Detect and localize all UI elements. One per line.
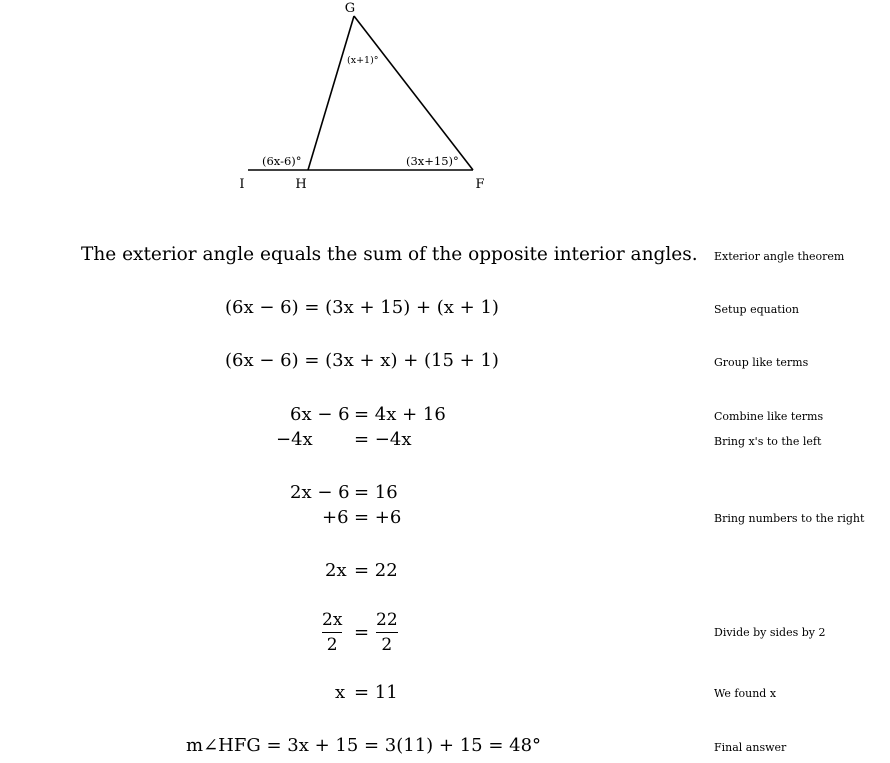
note-group: Group like terms [714, 356, 809, 369]
fraction-right [376, 612, 398, 654]
note-final: Final answer [714, 741, 787, 754]
note-exterior-angle: Exterior angle theorem [714, 250, 845, 263]
note-found-x: We found x [714, 687, 777, 700]
fraction-right-denominator: 2 [381, 635, 393, 655]
note-divide: Divide by sides by 2 [714, 626, 826, 639]
fraction-left-denominator: 2 [326, 635, 338, 655]
fraction-equals: = [354, 622, 370, 643]
fraction-right-bar [376, 632, 398, 633]
fraction-right-numerator: 22 [376, 610, 398, 630]
setup-equation: (6x − 6) = (3x + 15) + (x + 1) [225, 297, 499, 318]
point-label-h: H [295, 177, 307, 192]
angle-label-g: (x+1)° [347, 55, 379, 66]
solution-rhs: = 11 [354, 682, 398, 703]
combined-rhs: = 4x + 16 [354, 404, 446, 425]
combined-lhs: 6x − 6 [290, 404, 350, 425]
note-setup: Setup equation [714, 303, 799, 316]
fraction-left-bar [322, 632, 342, 633]
side-gh [308, 16, 354, 170]
note-combine: Combine like terms [714, 410, 824, 423]
angle-label-h-exterior: (6x-6)° [262, 154, 302, 168]
subtract-x-lhs: −4x [276, 429, 313, 450]
final-computation: m∠HFG = 3x + 15 = 3(11) + 15 = 48° [186, 735, 542, 756]
grouped-equation: (6x − 6) = (3x + x) + (15 + 1) [225, 350, 499, 371]
simplified-rhs: = 22 [354, 560, 398, 581]
point-label-i: I [239, 177, 245, 192]
reduced-lhs: 2x − 6 [290, 482, 350, 503]
note-bring-x: Bring x's to the left [714, 435, 822, 448]
subtract-x-rhs: = −4x [354, 429, 412, 450]
side-gf [354, 16, 473, 170]
triangle-diagram [0, 0, 890, 230]
angle-label-f: (3x+15)° [406, 154, 459, 168]
simplified-lhs: 2x [325, 560, 347, 581]
note-bring-numbers: Bring numbers to the right [714, 512, 865, 525]
point-label-g: G [344, 1, 356, 16]
solution-lhs: x [335, 682, 346, 703]
add-six-lhs: +6 [322, 507, 349, 528]
fraction-left-numerator: 2x [322, 610, 343, 630]
add-six-rhs: = +6 [354, 507, 402, 528]
theorem-statement: The exterior angle equals the sum of the opposite interior angles. [81, 244, 698, 265]
point-label-f: F [475, 177, 485, 192]
fraction-left [322, 612, 342, 654]
reduced-rhs: = 16 [354, 482, 398, 503]
